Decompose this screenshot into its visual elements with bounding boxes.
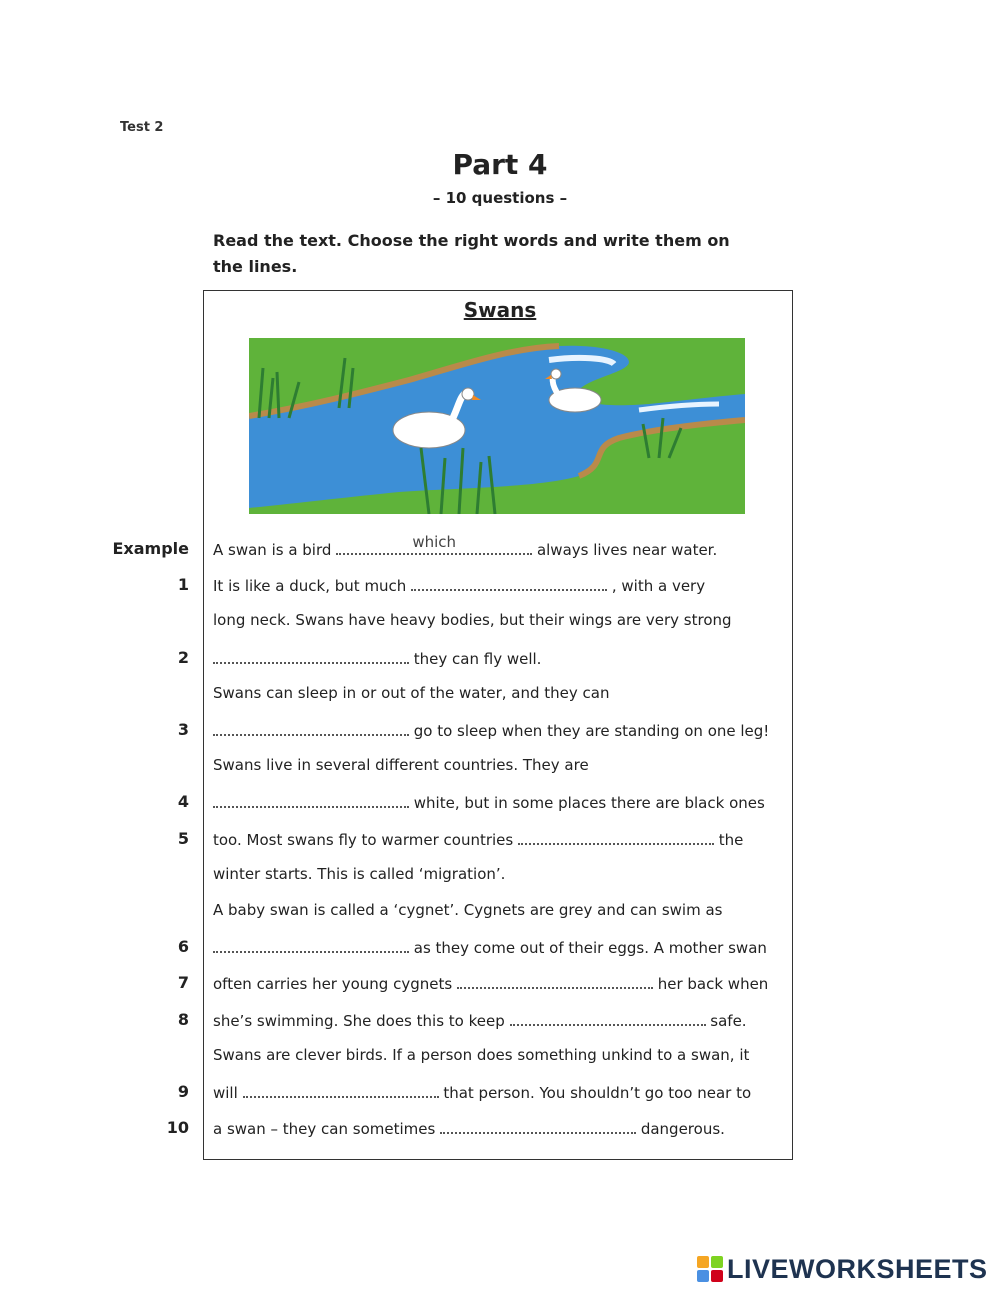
test-label: Test 2 — [120, 120, 164, 135]
line-text — [213, 1010, 747, 1030]
line-text — [213, 1082, 751, 1102]
story-line — [0, 1078, 1000, 1108]
question-number: Example — [112, 539, 189, 558]
line-text — [213, 865, 505, 883]
story-line — [0, 933, 1000, 963]
liveworksheets-logo-icon — [697, 1256, 723, 1282]
line-text — [213, 829, 743, 849]
line-text — [213, 575, 705, 595]
text-after: white, but in some places there are black ones — [409, 794, 765, 813]
brand — [697, 1254, 988, 1284]
answer-blank[interactable] — [518, 829, 714, 845]
question-number: 8 — [177, 1009, 189, 1029]
line-text — [213, 756, 589, 774]
question-number: 10 — [166, 1118, 189, 1138]
answer-blank[interactable] — [213, 792, 409, 808]
text-before: a swan – they can sometimes — [213, 1120, 441, 1139]
text-after: , with a very — [607, 577, 706, 596]
story-line — [0, 571, 1000, 601]
text-after: they can fly well. — [409, 649, 542, 668]
text-after: that person. You shouldn’t go too near to — [438, 1084, 752, 1102]
answer-blank[interactable] — [510, 1010, 706, 1026]
text-before: long neck. Swans have heavy bodies, but their wings are very strong — [213, 611, 732, 630]
text-after: as they come out of their eggs. A mother swan — [409, 939, 767, 958]
line-text — [213, 720, 769, 740]
text-before: winter starts. This is called ‘migration’. — [213, 864, 506, 883]
story-line — [0, 788, 1000, 818]
text-before: too. Most swans fly to warmer countries — [213, 830, 518, 849]
text-before: It is like a duck, but much — [213, 577, 412, 596]
instructions: Read the text. Choose the right words and write them on the lines. — [213, 231, 730, 276]
line-text — [213, 533, 718, 559]
text-before: often carries her young cygnets — [213, 975, 457, 994]
question-number: 7 — [177, 973, 189, 993]
text-after: her back when — [652, 975, 769, 994]
question-number: 2 — [177, 647, 189, 667]
text-after: the — [713, 830, 744, 849]
answer-blank[interactable] — [213, 648, 409, 664]
story-line — [0, 861, 1000, 891]
text-before: will — [213, 1084, 243, 1102]
line-text — [213, 792, 765, 812]
text-before: A baby swan is called a ‘cygnet’. Cygnets are grey and can swim as — [213, 901, 723, 919]
line-text — [213, 1046, 749, 1064]
answer-blank[interactable] — [243, 1082, 439, 1098]
part-title: Part 4 — [452, 148, 548, 181]
line-text — [213, 1118, 725, 1138]
swan-pond-illustration — [249, 338, 745, 514]
text-after: safe. — [705, 1011, 747, 1030]
story-title: Swans — [463, 298, 537, 322]
question-number: 1 — [177, 575, 189, 595]
story-line — [0, 897, 1000, 927]
question-number: 4 — [177, 792, 189, 812]
line-text — [213, 901, 722, 919]
story-line — [0, 1042, 1000, 1072]
answer-blank[interactable] — [213, 937, 409, 953]
text-after: always lives near water. — [532, 541, 718, 559]
answer-blank[interactable] — [411, 575, 607, 591]
part-subtitle: – 10 questions – — [432, 189, 568, 207]
question-number: 5 — [177, 828, 189, 848]
answer-text: which — [412, 533, 457, 551]
story-line — [0, 969, 1000, 999]
story-line — [0, 607, 1000, 637]
question-number: 3 — [177, 720, 189, 739]
question-number: 9 — [177, 1082, 189, 1101]
line-text — [213, 684, 609, 702]
answer-blank[interactable] — [213, 720, 409, 736]
story-line — [0, 680, 1000, 710]
story-line — [0, 752, 1000, 782]
text-before: Swans can sleep in or out of the water, and they can — [213, 683, 610, 702]
text-before: Swans are clever birds. If a person does something unkind to a swan, it — [213, 1045, 750, 1064]
story-line — [0, 1006, 1000, 1036]
story-line — [0, 825, 1000, 855]
text-after: go to sleep when they are standing on one leg! — [409, 722, 770, 740]
text-before: A swan is a bird — [213, 541, 337, 559]
question-number: 6 — [177, 937, 189, 957]
line-text — [213, 973, 768, 993]
text-before: she’s swimming. She does this to keep — [213, 1011, 510, 1030]
answer-blank[interactable] — [336, 533, 532, 555]
line-text — [213, 648, 541, 668]
story-line — [0, 644, 1000, 674]
line-text — [213, 611, 732, 629]
answer-blank[interactable] — [440, 1118, 636, 1134]
story-line — [0, 1114, 1000, 1144]
story-line — [0, 716, 1000, 746]
brand-name: LIVEWORKSHEETS — [727, 1253, 988, 1284]
text-after: dangerous. — [636, 1120, 725, 1139]
line-text — [213, 937, 767, 957]
story-line — [0, 535, 1000, 565]
answer-blank[interactable] — [457, 973, 653, 989]
text-before: Swans live in several different countries. They are — [213, 756, 589, 775]
